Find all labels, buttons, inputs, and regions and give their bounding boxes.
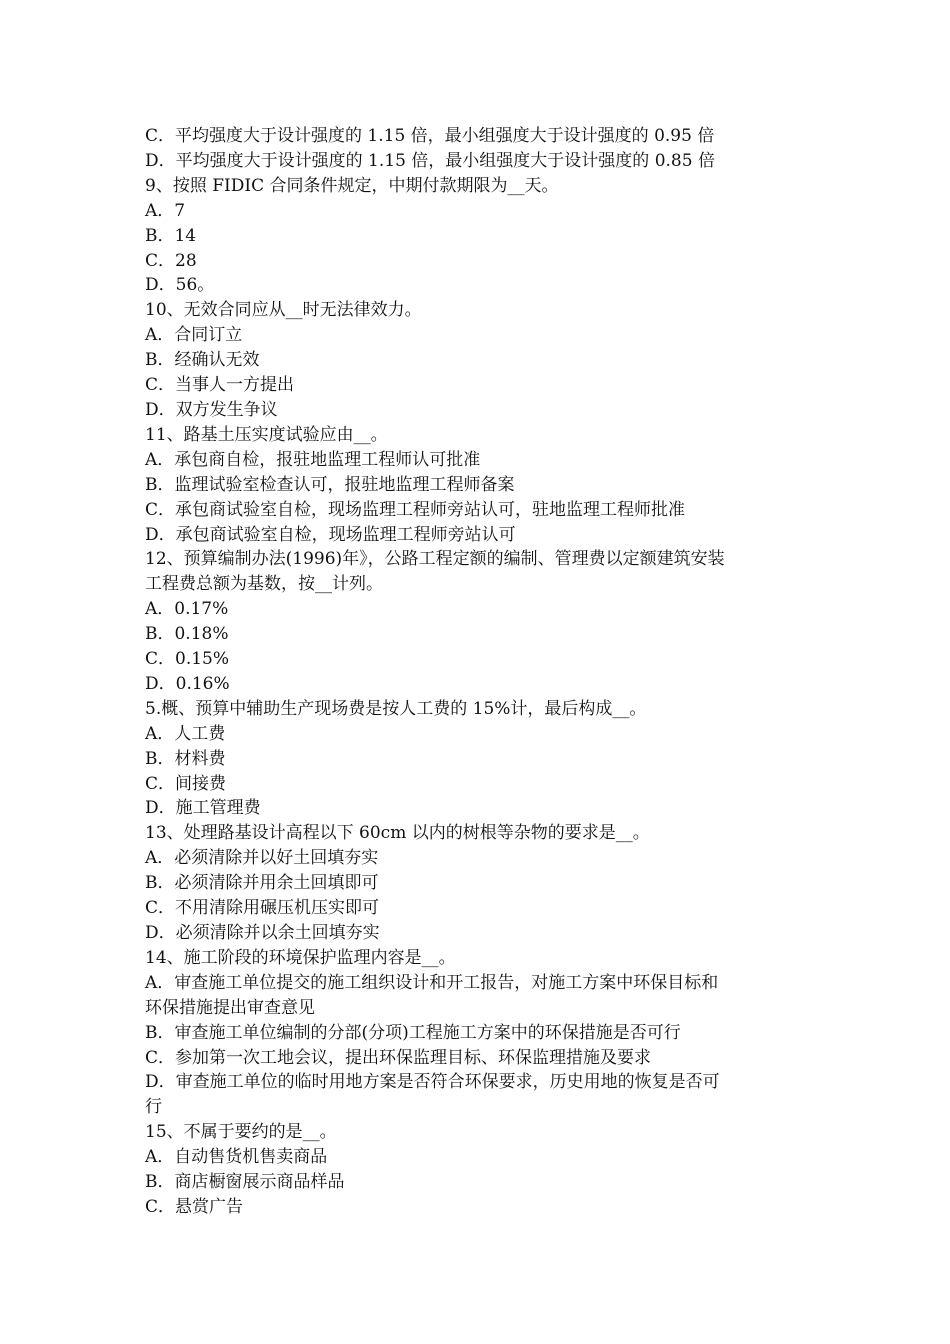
- text-line: 9、按照 FIDIC 合同条件规定，中期付款期限为__天。: [145, 175, 559, 196]
- text-line: C．承包商试验室自检，现场监理工程师旁站认可，驻地监理工程师批准: [145, 499, 686, 520]
- text-line: D．0.16%: [145, 673, 230, 694]
- text-line: 环保措施提出审查意见: [145, 997, 315, 1018]
- text-line: C．28: [145, 250, 197, 271]
- text-line: 12、预算编制办法(1996)年》，公路工程定额的编制、管理费以定额建筑安装: [145, 549, 725, 570]
- text-line: D．审查施工单位的临时用地方案是否符合环保要求，历史用地的恢复是否可: [145, 1072, 720, 1093]
- text-line: A．必须清除并以好土回填夯实: [145, 848, 379, 869]
- text-line: A．0.17%: [145, 599, 229, 620]
- text-line: A．7: [145, 200, 186, 221]
- text-line: A．人工费: [145, 723, 226, 744]
- text-line: D．施工管理费: [145, 798, 261, 819]
- text-line: B．经确认无效: [145, 350, 260, 371]
- text-line: B．必须清除并用余土回填即可: [145, 873, 379, 894]
- document-body: [145, 124, 810, 1220]
- text-line: B．监理试验室检查认可，报驻地监理工程师备案: [145, 474, 515, 495]
- text-line: C．参加第一次工地会议，提出环保监理目标、环保监理措施及要求: [145, 1047, 652, 1068]
- text-line: B．材料费: [145, 748, 226, 769]
- text-line: B．商店橱窗展示商品样品: [145, 1172, 345, 1193]
- text-line: 11、路基土压实度试验应由__。: [145, 424, 388, 445]
- text-line: D．平均强度大于设计强度的 1.15 倍，最小组强度大于设计强度的 0.85 倍: [145, 150, 715, 171]
- text-line: 14、施工阶段的环境保护监理内容是__。: [145, 947, 456, 968]
- text-line: C．悬赏广告: [145, 1196, 244, 1217]
- text-line: A．合同订立: [145, 325, 243, 346]
- text-line: C．0.15%: [145, 649, 230, 670]
- text-line: 工程费总额为基数，按__计列。: [145, 574, 383, 595]
- text-line: D．双方发生争议: [145, 399, 278, 420]
- text-line: A．审查施工单位提交的施工组织设计和开工报告，对施工方案中环保目标和: [145, 972, 719, 993]
- text-line: C．当事人一方提出: [145, 375, 295, 396]
- text-line: C．间接费: [145, 773, 227, 794]
- text-line: 5.概、预算中辅助生产现场费是按人工费的 15%计，最后构成__。: [145, 698, 647, 719]
- text-line: D．56。: [145, 275, 215, 296]
- text-line: 行: [145, 1097, 162, 1118]
- text-line: B．14: [145, 225, 197, 246]
- text-line: D．承包商试验室自检，现场监理工程师旁站认可: [145, 524, 516, 545]
- text-line: A．承包商自检，报驻地监理工程师认可批准: [145, 449, 481, 470]
- text-line: 10、无效合同应从__时无法律效力。: [145, 300, 422, 321]
- text-line: B．0.18%: [145, 624, 229, 645]
- text-line: C．平均强度大于设计强度的 1.15 倍，最小组强度大于设计强度的 0.95 倍: [145, 126, 715, 146]
- text-line: A．自动售货机售卖商品: [145, 1147, 328, 1168]
- text-line: B．审查施工单位编制的分部(分项)工程施工方案中的环保措施是否可行: [145, 1022, 681, 1043]
- text-line: 13、处理路基设计高程以下 60cm 以内的树根等杂物的要求是__。: [145, 823, 650, 844]
- text-line: C．不用清除用碾压机压实即可: [145, 898, 380, 919]
- text-line: 15、不属于要约的是__。: [145, 1122, 337, 1143]
- text-line: D．必须清除并以余土回填夯实: [145, 923, 380, 943]
